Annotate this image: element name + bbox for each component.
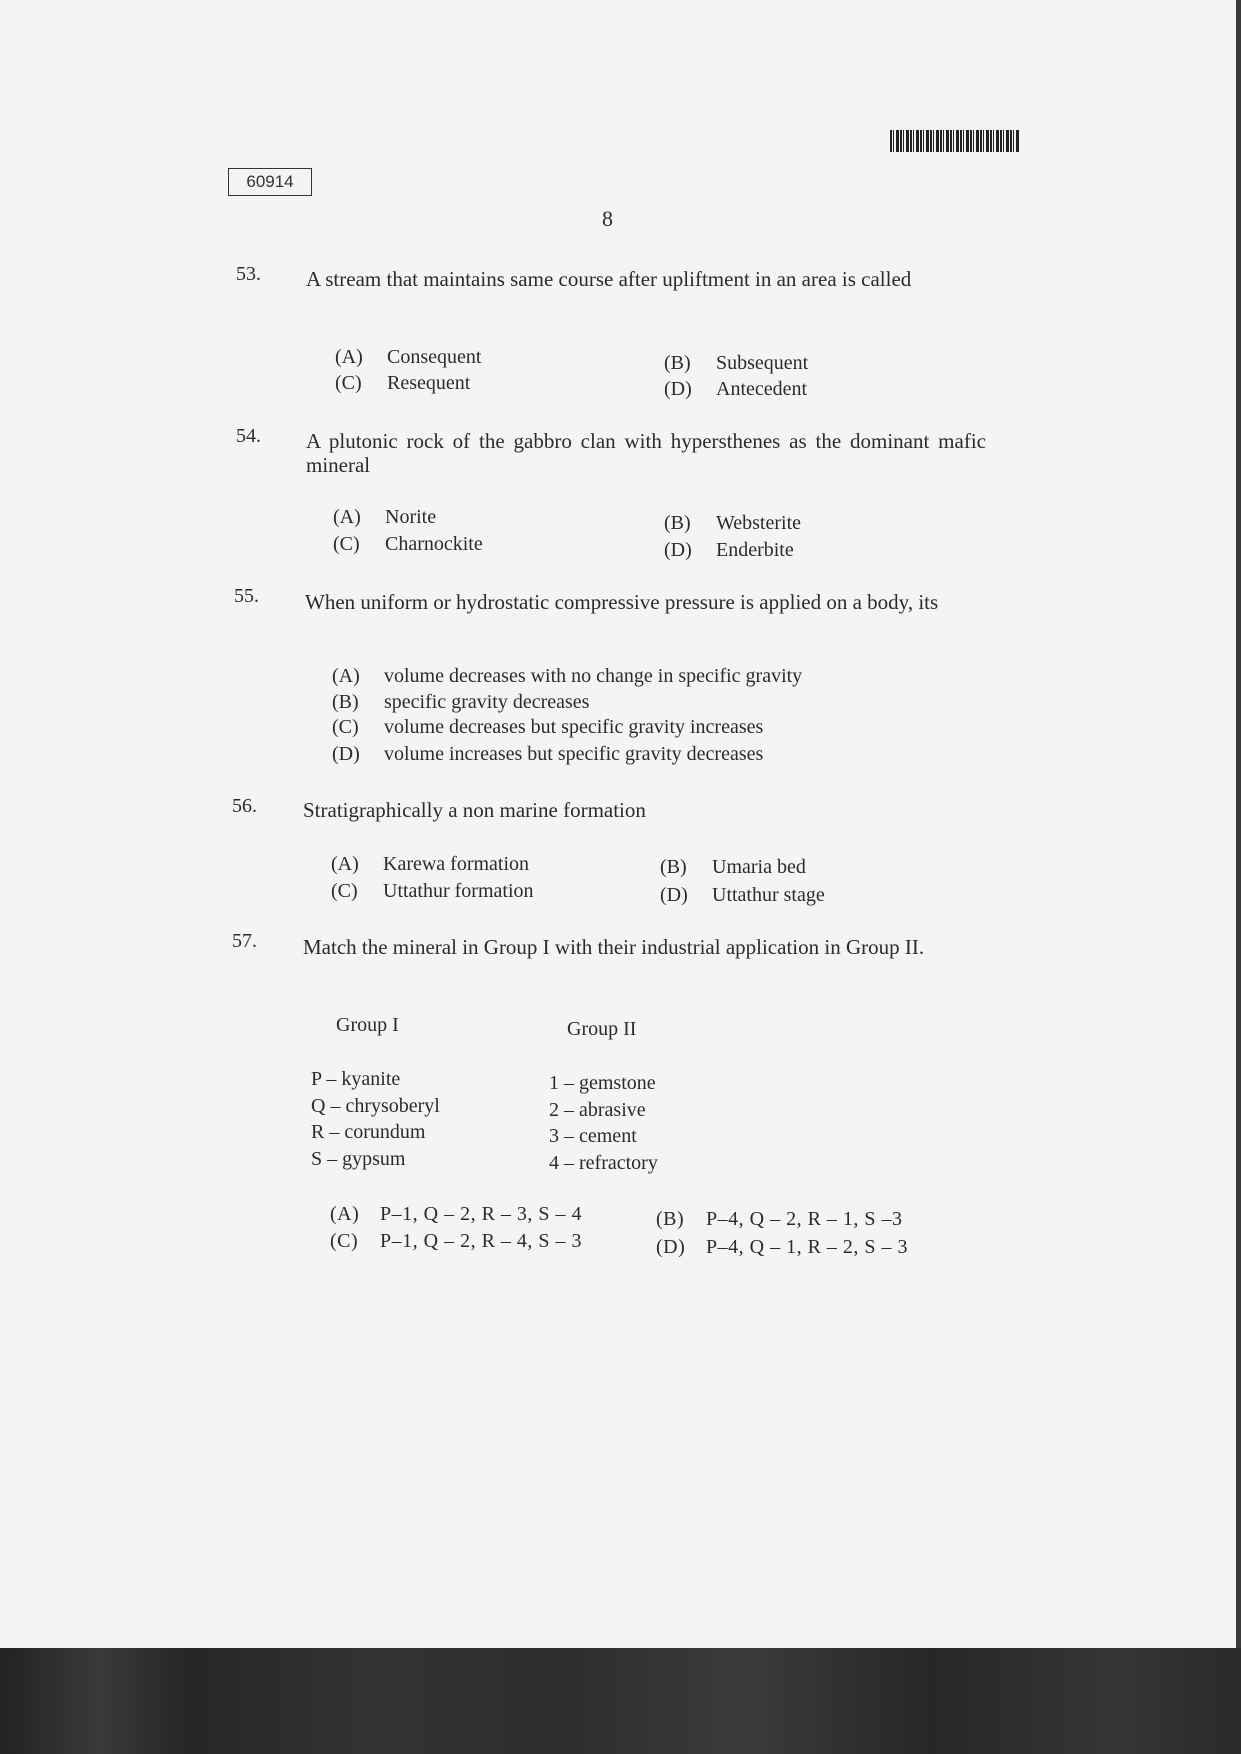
option-c: [331, 880, 534, 903]
option-c: [330, 1230, 582, 1253]
option-a: [331, 853, 529, 876]
option-text: P–4, Q – 2, R – 1, S –3: [706, 1208, 903, 1230]
option-label: (D): [656, 1236, 686, 1258]
group-1-item: R – corundum: [311, 1121, 426, 1143]
option-text: P–1, Q – 2, R – 4, S – 3: [380, 1230, 583, 1252]
option-c: [333, 533, 483, 556]
option-text: volume increases but specific gravity decreases: [384, 743, 764, 765]
option-label: (B): [664, 352, 691, 374]
option-label: (D): [332, 743, 360, 765]
option-text: Uttathur formation: [383, 880, 534, 902]
option-label: (C): [335, 372, 362, 394]
page-edge: [1236, 0, 1241, 1648]
option-label: (A): [331, 853, 359, 875]
option-text: Karewa formation: [383, 853, 530, 875]
option-d: [660, 884, 825, 907]
group-2-item: 3 – cement: [549, 1125, 637, 1147]
option-label: (B): [660, 856, 687, 878]
option-text: Umaria bed: [712, 856, 806, 878]
option-label: (B): [332, 691, 359, 713]
option-text: P–4, Q – 1, R – 2, S – 3: [706, 1236, 909, 1258]
option-b: [656, 1208, 903, 1231]
option-d: [664, 539, 794, 562]
option-text: specific gravity decreases: [384, 691, 590, 713]
option-label: (B): [656, 1208, 685, 1230]
option-text: P–1, Q – 2, R – 3, S – 4: [380, 1203, 583, 1225]
option-label: (C): [330, 1230, 359, 1252]
option-text: Consequent: [387, 346, 482, 368]
option-a: [335, 346, 481, 369]
option-a: [332, 665, 802, 688]
question-text: A stream that maintains same course after upliftment in an area is called: [306, 267, 912, 291]
question-text: When uniform or hydrostatic compressive pressure is applied on a body, its: [305, 590, 939, 614]
question-text: Stratigraphically a non marine formation: [303, 798, 646, 822]
option-label: (A): [333, 506, 361, 528]
option-b: [664, 352, 808, 375]
option-d: [664, 378, 807, 401]
option-text: Subsequent: [716, 352, 809, 374]
option-label: (C): [331, 880, 358, 902]
option-text: Resequent: [387, 372, 471, 394]
option-label: (D): [664, 539, 692, 561]
option-text: volume decreases with no change in specific gravity: [384, 665, 803, 687]
group-1-item: P – kyanite: [311, 1068, 401, 1090]
option-text: Charnockite: [385, 533, 483, 555]
question-number: 55.: [234, 585, 259, 607]
option-a: [333, 506, 436, 529]
group-2-item: 4 – refractory: [549, 1152, 658, 1174]
option-label: (A): [330, 1203, 360, 1225]
option-label: (D): [664, 378, 692, 400]
option-d: [656, 1236, 908, 1259]
option-b: [332, 691, 589, 714]
option-b: [660, 856, 806, 879]
option-c: [335, 372, 470, 395]
option-text: Antecedent: [716, 378, 808, 400]
option-label: (B): [664, 512, 691, 534]
group-1-title: Group I: [336, 1014, 399, 1036]
option-text: Norite: [385, 506, 437, 528]
option-label: (C): [332, 716, 359, 738]
option-a: [330, 1203, 582, 1226]
question-number: 57.: [232, 930, 257, 952]
option-label: (D): [660, 884, 688, 906]
option-text: Uttathur stage: [712, 884, 825, 906]
question-text: A plutonic rock of the gabbro clan with hypersthenes as the dominant mafic mineral: [306, 429, 986, 477]
group-2-title: Group II: [567, 1018, 637, 1040]
scanner-background: [0, 1648, 1241, 1754]
paper-code: 60914: [228, 168, 312, 196]
option-b: [664, 512, 801, 535]
option-label: (C): [333, 533, 360, 555]
option-d: [332, 743, 763, 766]
option-text: volume decreases but specific gravity increases: [384, 716, 764, 738]
option-c: [332, 716, 763, 739]
page-number: 8: [602, 206, 613, 231]
group-1-item: S – gypsum: [311, 1148, 406, 1170]
option-text: Websterite: [716, 512, 802, 534]
barcode: [890, 130, 1020, 152]
option-label: (A): [332, 665, 360, 687]
question-number: 56.: [232, 795, 257, 817]
option-label: (A): [335, 346, 363, 368]
option-text: Enderbite: [716, 539, 794, 561]
group-1-item: Q – chrysoberyl: [311, 1095, 440, 1117]
group-2-item: 2 – abrasive: [549, 1099, 646, 1121]
question-text: Match the mineral in Group I with their industrial application in Group II.: [303, 935, 925, 959]
question-number: 53.: [236, 263, 261, 285]
question-number: 54.: [236, 425, 261, 447]
group-2-item: 1 – gemstone: [549, 1072, 656, 1094]
